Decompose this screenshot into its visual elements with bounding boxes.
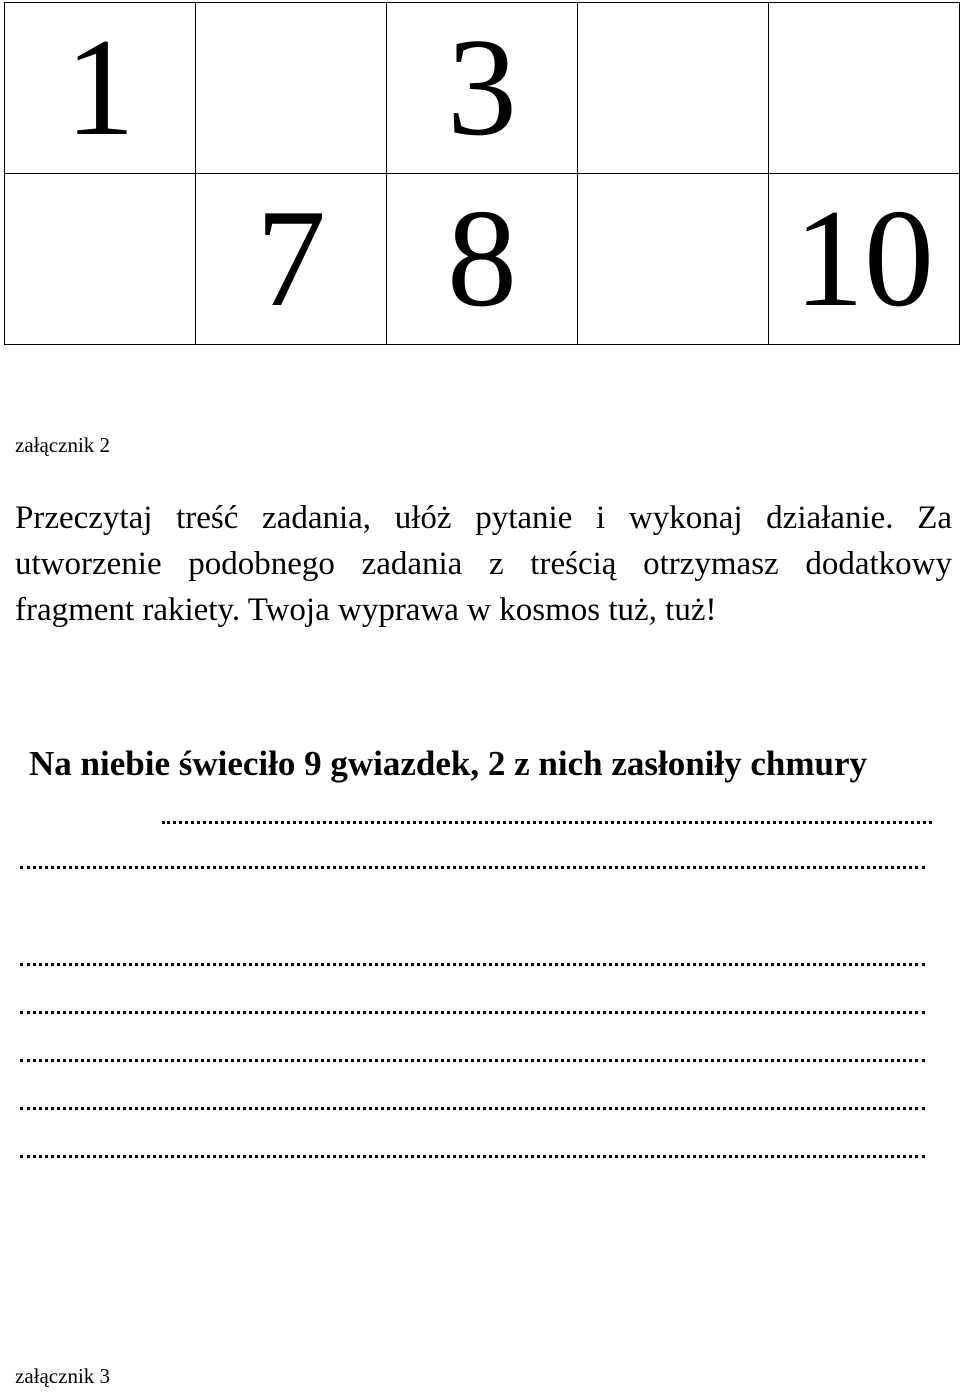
answer-line[interactable] xyxy=(20,1007,925,1014)
number-cell xyxy=(578,174,769,345)
number-cell: 8 xyxy=(387,174,578,345)
answer-line[interactable] xyxy=(20,1151,925,1158)
number-cell xyxy=(578,3,769,174)
number-grid-row xyxy=(5,3,960,174)
number-cell: 1 xyxy=(5,3,196,174)
number-grid-row xyxy=(5,174,960,345)
attachment-2-label: załącznik 2 xyxy=(15,433,111,457)
number-cell: 3 xyxy=(387,3,578,174)
number-cell: 7 xyxy=(196,174,387,345)
task-statement: Na niebie świeciło 9 gwiazdek, 2 z nich zasłoniły chmury xyxy=(29,744,868,783)
number-cell xyxy=(196,3,387,174)
number-grid xyxy=(4,2,960,345)
answer-line[interactable] xyxy=(20,1055,925,1062)
answer-line[interactable] xyxy=(20,1103,925,1110)
attachment-3-label: załącznik 3 xyxy=(15,1364,111,1388)
number-cell xyxy=(5,174,196,345)
instructions-text: Przeczytaj treść zadania, ułóż pytanie i wykonaj działanie. Za utworzenie podobnego zadania z treścią otrzymasz dodatkowy fragment rakiety. Twoja wyprawa w kosmos tuż, tuż! xyxy=(15,500,952,628)
answer-line[interactable] xyxy=(20,862,925,869)
answer-line[interactable] xyxy=(162,817,932,824)
number-cell: 10 xyxy=(769,174,960,345)
answer-line[interactable] xyxy=(20,959,925,966)
number-cell xyxy=(769,3,960,174)
task-text xyxy=(15,740,952,787)
